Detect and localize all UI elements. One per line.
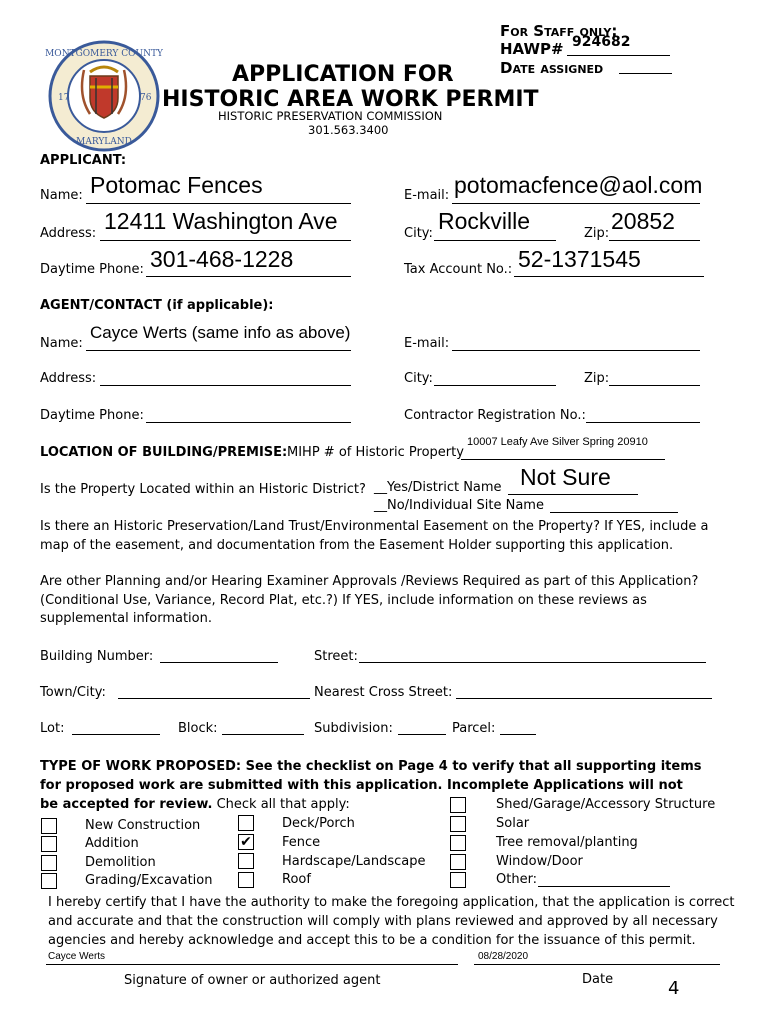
county-seal-logo xyxy=(44,40,164,152)
certify-line2: and accurate and that the construction will comply with plans reviewed and approved by all necessary xyxy=(48,914,718,929)
checkbox-window-door[interactable] xyxy=(450,854,466,870)
addition-label: Addition xyxy=(85,836,139,851)
seal-year-left: 17 xyxy=(58,93,70,103)
grading-excavation-label: Grading/Excavation xyxy=(85,873,213,888)
mihp-line xyxy=(461,459,665,460)
subdivision-field[interactable] xyxy=(398,734,446,735)
tax-account-label: Tax Account No.: xyxy=(404,262,513,277)
agent-zip-field[interactable] xyxy=(609,385,700,386)
certify-line1: I hereby certify that I have the authority to make the foregoing application, that the application is correct xyxy=(48,895,735,910)
applicant-email-field[interactable]: potomacfence@aol.com xyxy=(454,172,703,198)
date-line xyxy=(474,964,720,965)
checkbox-demolition[interactable] xyxy=(41,855,57,871)
hawp-label: HAWP# xyxy=(500,40,564,58)
applicant-zip-field[interactable]: 20852 xyxy=(611,208,675,234)
district-yes-option[interactable]: __Yes/District Name xyxy=(374,480,502,495)
solar-label: Solar xyxy=(496,816,530,831)
agent-phone-field[interactable] xyxy=(146,422,351,423)
applicant-email-line xyxy=(452,203,700,204)
agent-city-field[interactable] xyxy=(434,385,556,386)
block-label: Block: xyxy=(178,721,218,736)
page-number: 4 xyxy=(668,978,680,999)
agent-email-field[interactable] xyxy=(452,350,700,351)
applicant-zip-label: Zip: xyxy=(584,226,610,241)
title-line1: APPLICATION FOR xyxy=(232,62,454,87)
street-field[interactable] xyxy=(359,662,706,663)
seal-year-right: 76 xyxy=(140,93,152,103)
street-label: Street: xyxy=(314,649,358,664)
checkbox-solar[interactable] xyxy=(450,816,466,832)
applicant-address-field[interactable]: 12411 Washington Ave xyxy=(104,208,338,234)
other-label: Other: xyxy=(496,872,538,887)
checkbox-tree-removal[interactable] xyxy=(450,835,466,851)
approvals-question-line1: Are other Planning and/or Hearing Examiner Approvals /Reviews Required as part of this Application? xyxy=(40,574,699,589)
checkbox-hardscape-landscape[interactable] xyxy=(238,853,254,869)
title-line2: HISTORIC AREA WORK PERMIT xyxy=(162,87,539,112)
checkbox-roof[interactable] xyxy=(238,872,254,888)
commission-name: HISTORIC PRESERVATION COMMISSION xyxy=(218,109,443,123)
district-name-line xyxy=(508,494,638,495)
agent-address-field[interactable] xyxy=(100,385,351,386)
town-label: Town/City: xyxy=(40,685,106,700)
tree-removal-label: Tree removal/planting xyxy=(496,835,638,850)
mihp-field[interactable]: 10007 Leafy Ave Silver Spring 20910 xyxy=(467,436,648,448)
applicant-zip-line xyxy=(609,240,700,241)
lot-field[interactable] xyxy=(72,734,160,735)
signer-name-field[interactable]: Cayce Werts xyxy=(48,951,106,962)
applicant-address-label: Address: xyxy=(40,226,97,241)
historic-district-question: Is the Property Located within an Historic District? xyxy=(40,482,366,497)
location-heading: LOCATION OF BUILDING/PREMISE: xyxy=(40,445,288,460)
certify-line3: agencies and hereby acknowledge and accept this to be a condition for the issuance of this permit. xyxy=(48,933,696,948)
seal-text-bottom: MARYLAND xyxy=(76,137,132,147)
lot-label: Lot: xyxy=(40,721,65,736)
applicant-city-field[interactable]: Rockville xyxy=(438,208,531,234)
checkbox-deck-porch[interactable] xyxy=(238,815,254,831)
checkbox-other[interactable] xyxy=(450,872,466,888)
subdivision-label: Subdivision: xyxy=(314,721,393,736)
window-door-label: Window/Door xyxy=(496,854,583,869)
easement-question-line2: map of the easement, and documentation from the Easement Holder supporting this application. xyxy=(40,538,674,553)
applicant-city-label: City: xyxy=(404,226,433,241)
applicant-name-label: Name: xyxy=(40,188,83,203)
hardscape-landscape-label: Hardscape/Landscape xyxy=(282,854,426,869)
work-heading-line2: for proposed work are submitted with this application. Incomplete Applications will not xyxy=(40,778,683,793)
applicant-phone-line xyxy=(146,276,351,277)
deck-porch-label: Deck/Porch xyxy=(282,816,355,831)
tax-account-field[interactable]: 52-1371545 xyxy=(518,246,641,272)
parcel-label: Parcel: xyxy=(452,721,496,736)
staff-label: For Staff only: xyxy=(500,22,618,40)
agent-name-field[interactable]: Cayce Werts (same info as above) xyxy=(90,323,351,342)
applicant-phone-label: Daytime Phone: xyxy=(40,262,144,277)
agent-phone-label: Daytime Phone: xyxy=(40,408,144,423)
applicant-phone-field[interactable]: 301-468-1228 xyxy=(150,246,294,272)
cross-street-field[interactable] xyxy=(456,698,712,699)
work-heading-line3-rest: Check all that apply: xyxy=(212,797,350,812)
agent-city-label: City: xyxy=(404,371,433,386)
mihp-label: MIHP # of Historic Property xyxy=(287,445,464,460)
checkbox-addition[interactable] xyxy=(41,836,57,852)
hawp-value[interactable]: 924682 xyxy=(572,34,631,50)
checkbox-shed-garage[interactable] xyxy=(450,797,466,813)
applicant-name-field[interactable]: Potomac Fences xyxy=(90,172,263,198)
agent-zip-label: Zip: xyxy=(584,371,610,386)
checkbox-fence[interactable] xyxy=(238,834,254,850)
hawp-line xyxy=(567,55,670,56)
district-name-field[interactable]: Not Sure xyxy=(520,464,611,490)
contractor-reg-field[interactable] xyxy=(586,422,700,423)
work-heading-line1: TYPE OF WORK PROPOSED: See the checklist on Page 4 to verify that all supporting items xyxy=(40,759,702,774)
work-heading-line3-bold: be accepted for review. xyxy=(40,797,213,812)
building-number-label: Building Number: xyxy=(40,649,154,664)
date-field[interactable]: 08/28/2020 xyxy=(478,951,529,962)
applicant-address-line xyxy=(100,240,351,241)
new-construction-label: New Construction xyxy=(85,818,201,833)
block-field[interactable] xyxy=(222,734,304,735)
easement-question-line1: Is there an Historic Preservation/Land Trust/Environmental Easement on the Property? If YES, include a xyxy=(40,519,709,534)
date-label: Date xyxy=(582,972,614,987)
approvals-question-line3: supplemental information. xyxy=(40,611,212,626)
parcel-field[interactable] xyxy=(500,734,536,735)
roof-label: Roof xyxy=(282,872,311,887)
fence-label: Fence xyxy=(282,835,321,850)
agent-address-label: Address: xyxy=(40,371,97,386)
checkbox-new-construction[interactable] xyxy=(41,818,57,834)
tax-account-line xyxy=(514,276,704,277)
date-assigned-line[interactable] xyxy=(619,73,672,74)
other-field[interactable] xyxy=(538,886,670,887)
approvals-question-line2: (Conditional Use, Variance, Record Plat, etc.?) If YES, include information on these reviews as xyxy=(40,593,647,608)
contractor-reg-label: Contractor Registration No.: xyxy=(404,408,586,423)
checkbox-grading-excavation[interactable] xyxy=(41,873,57,889)
agent-name-label: Name: xyxy=(40,336,83,351)
seal-text-top: MONTGOMERY COUNTY xyxy=(45,49,163,59)
date-assigned-label: Date assigned xyxy=(500,59,604,77)
agent-name-line xyxy=(86,350,351,351)
applicant-city-line xyxy=(434,240,556,241)
signature-label: Signature of owner or authorized agent xyxy=(124,973,381,988)
commission-phone: 301.563.3400 xyxy=(308,123,389,137)
town-field[interactable] xyxy=(118,698,310,699)
applicant-heading: APPLICANT: xyxy=(40,153,127,168)
applicant-email-label: E-mail: xyxy=(404,188,450,203)
cross-street-label: Nearest Cross Street: xyxy=(314,685,453,700)
district-no-option[interactable]: __No/Individual Site Name xyxy=(374,498,544,513)
individual-site-field[interactable] xyxy=(550,512,678,513)
signature-line[interactable] xyxy=(46,964,458,965)
agent-heading: AGENT/CONTACT (if applicable): xyxy=(40,298,274,313)
demolition-label: Demolition xyxy=(85,855,156,870)
building-number-field[interactable] xyxy=(160,662,278,663)
checkmark-icon: ✔ xyxy=(240,834,252,850)
applicant-name-line xyxy=(86,203,351,204)
shed-garage-label: Shed/Garage/Accessory Structure xyxy=(496,797,716,812)
agent-email-label: E-mail: xyxy=(404,336,450,351)
